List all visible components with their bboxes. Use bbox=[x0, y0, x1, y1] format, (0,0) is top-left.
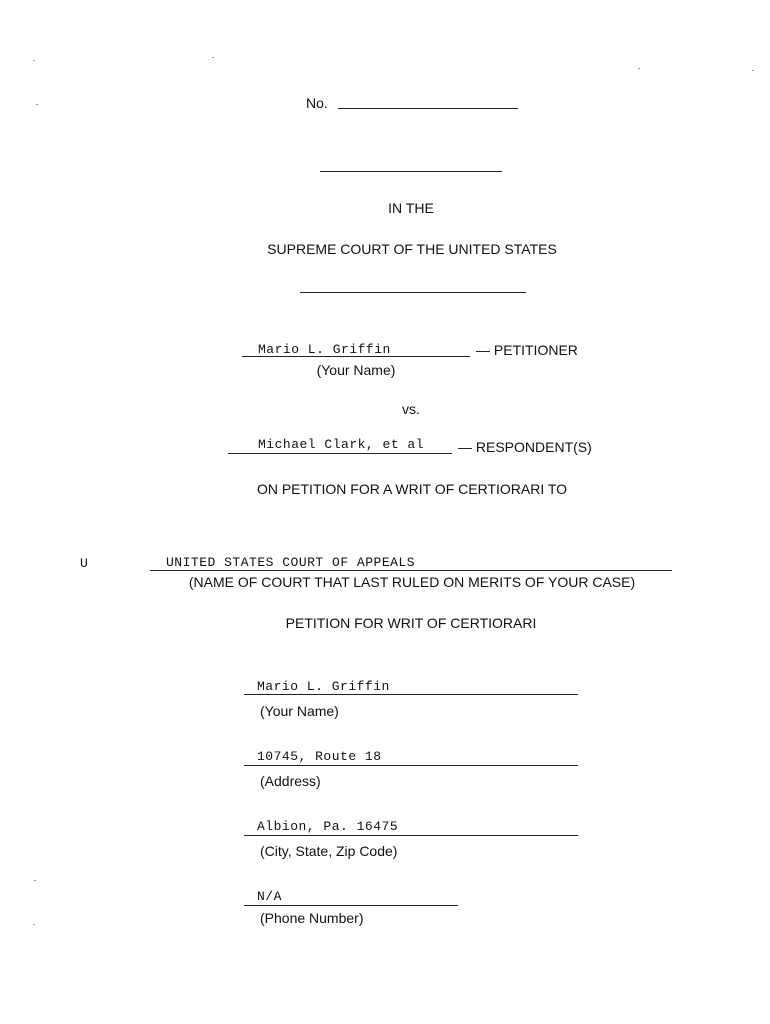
court-divider bbox=[300, 292, 526, 293]
contact-city: Albion, Pa. 16475 bbox=[257, 819, 399, 834]
petitioner-label: — PETITIONER bbox=[476, 342, 578, 358]
contact-phone-caption: (Phone Number) bbox=[260, 910, 364, 926]
scan-speck bbox=[212, 57, 214, 58]
scan-speck bbox=[34, 880, 36, 881]
court-name-heading: SUPREME COURT OF THE UNITED STATES bbox=[267, 241, 557, 257]
respondent-line bbox=[228, 453, 452, 454]
scan-speck bbox=[33, 924, 35, 925]
scan-speck bbox=[36, 104, 38, 105]
scan-speck bbox=[638, 68, 640, 69]
contact-address-line bbox=[244, 765, 578, 766]
petitioner-caption: (Your Name) bbox=[316, 362, 396, 378]
petition-title: PETITION FOR WRIT OF CERTIORARI bbox=[285, 615, 537, 631]
docket-number-line bbox=[338, 108, 518, 109]
respondent-label: — RESPONDENT(S) bbox=[458, 439, 592, 455]
contact-name-caption: (Your Name) bbox=[260, 703, 339, 719]
contact-phone: N/A bbox=[257, 889, 282, 904]
contact-city-caption: (City, State, Zip Code) bbox=[260, 843, 398, 859]
docket-number-label: No. bbox=[306, 95, 328, 111]
contact-name-line bbox=[244, 694, 578, 695]
contact-name: Mario L. Griffin bbox=[257, 679, 390, 694]
lower-court-line bbox=[150, 570, 672, 571]
lower-court-caption: (NAME OF COURT THAT LAST RULED ON MERITS OF YOUR CASE) bbox=[188, 574, 636, 590]
top-divider bbox=[320, 171, 502, 172]
in-the-heading: IN THE bbox=[388, 200, 434, 216]
on-petition-heading: ON PETITION FOR A WRIT OF CERTIORARI TO bbox=[256, 481, 568, 497]
contact-address-caption: (Address) bbox=[260, 773, 321, 789]
contact-address: 10745, Route 18 bbox=[257, 749, 382, 764]
contact-phone-line bbox=[244, 905, 458, 906]
respondent-name: Michael Clark, et al bbox=[258, 437, 425, 452]
margin-mark: U bbox=[80, 556, 89, 571]
versus-label: vs. bbox=[402, 401, 420, 417]
scan-speck bbox=[752, 70, 754, 71]
lower-court-name: UNITED STATES COURT OF APPEALS bbox=[166, 555, 416, 570]
scan-speck bbox=[33, 60, 35, 61]
contact-city-line bbox=[244, 835, 578, 836]
petitioner-name: Mario L. Griffin bbox=[258, 342, 391, 357]
